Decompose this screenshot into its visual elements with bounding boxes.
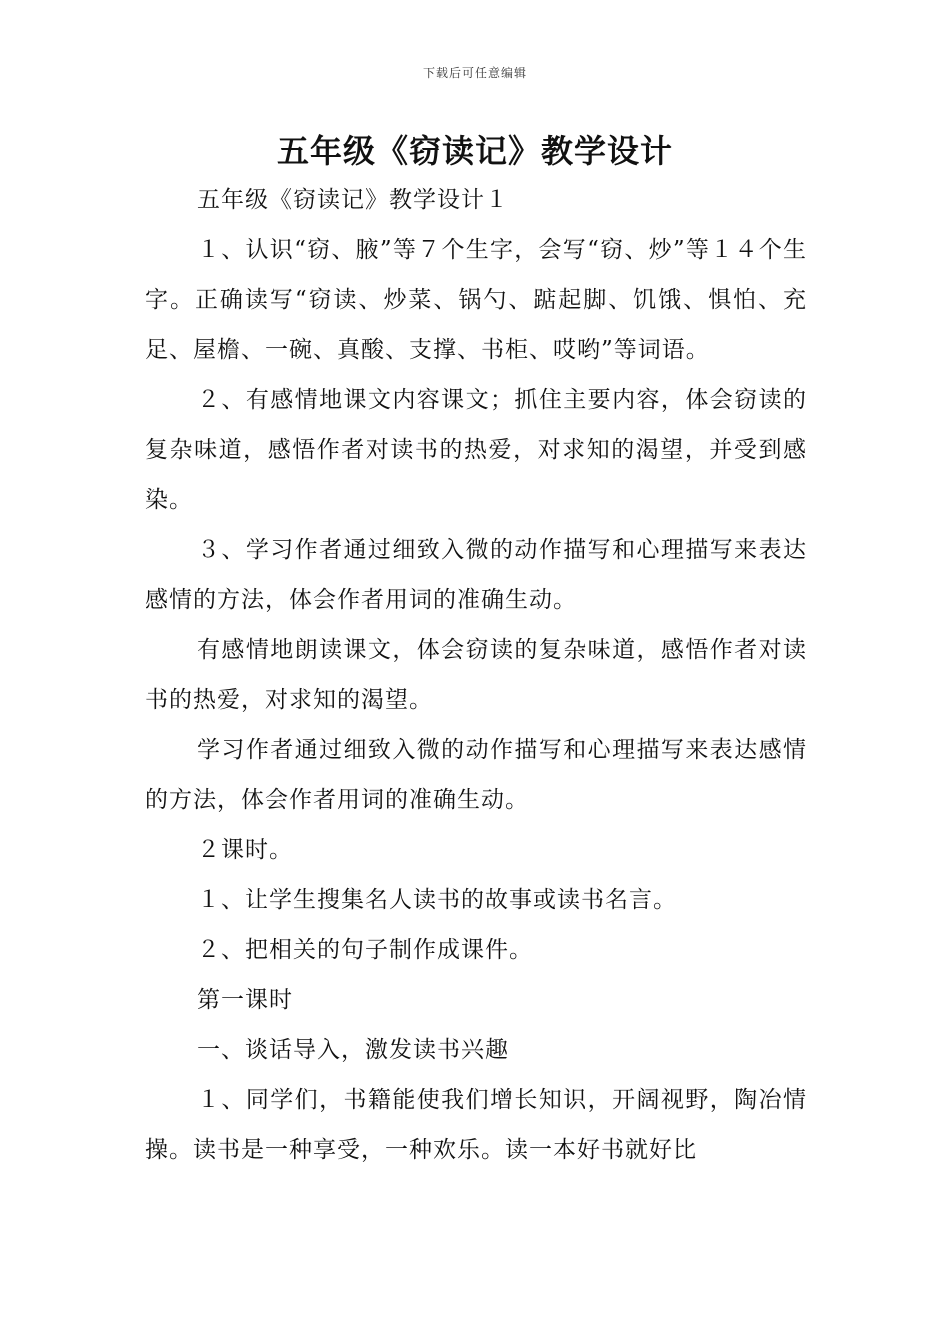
lesson-count-paragraph: ２课时。 xyxy=(197,837,293,863)
prep-1-paragraph: １、让学生搜集名人读书的故事或读书名言。 xyxy=(197,887,677,913)
objective-2-paragraph: ２、有感情地课文内容课文；抓住主要内容，体会窃读的复杂味道，感悟作者对读书的热爱，对求知的渴望，并受到感染。 xyxy=(145,387,807,513)
prep-2-paragraph: ２、把相关的句子制作成课件。 xyxy=(197,937,533,963)
page-header-note: 下载后可任意编辑 xyxy=(422,66,527,80)
objective-1-paragraph: １、认识“窃、腋”等７个生字，会写“窃、炒”等１４个生字。正确读写“窃读、炒菜、锅勺、踮起脚、饥饿、惧怕、充足、屋檐、一碗、真酸、支撑、书柜、哎哟”等词语。 xyxy=(145,237,807,363)
subtitle-paragraph: 五年级《窃读记》教学设计１ xyxy=(197,187,509,213)
key-point-paragraph: 有感情地朗读课文，体会窃读的复杂味道，感悟作者对读书的热爱，对求知的渴望。 xyxy=(145,637,807,713)
difficulty-paragraph: 学习作者通过细致入微的动作描写和心理描写来表达感情的方法，体会作者用词的准确生动。 xyxy=(145,737,807,813)
document-title: 五年级《窃读记》教学设计 xyxy=(276,132,673,170)
document-body xyxy=(145,175,807,1175)
lesson-heading: 第一课时 xyxy=(197,987,293,1013)
objective-3-paragraph: ３、学习作者通过细致入微的动作描写和心理描写来表达感情的方法，体会作者用词的准确生动。 xyxy=(145,537,807,613)
section-heading: 一、谈话导入，激发读书兴趣 xyxy=(197,1037,509,1063)
intro-paragraph: １、同学们，书籍能使我们增长知识，开阔视野，陶冶情操。读书是一种享受，一种欢乐。读一本好书就好比 xyxy=(145,1087,807,1163)
